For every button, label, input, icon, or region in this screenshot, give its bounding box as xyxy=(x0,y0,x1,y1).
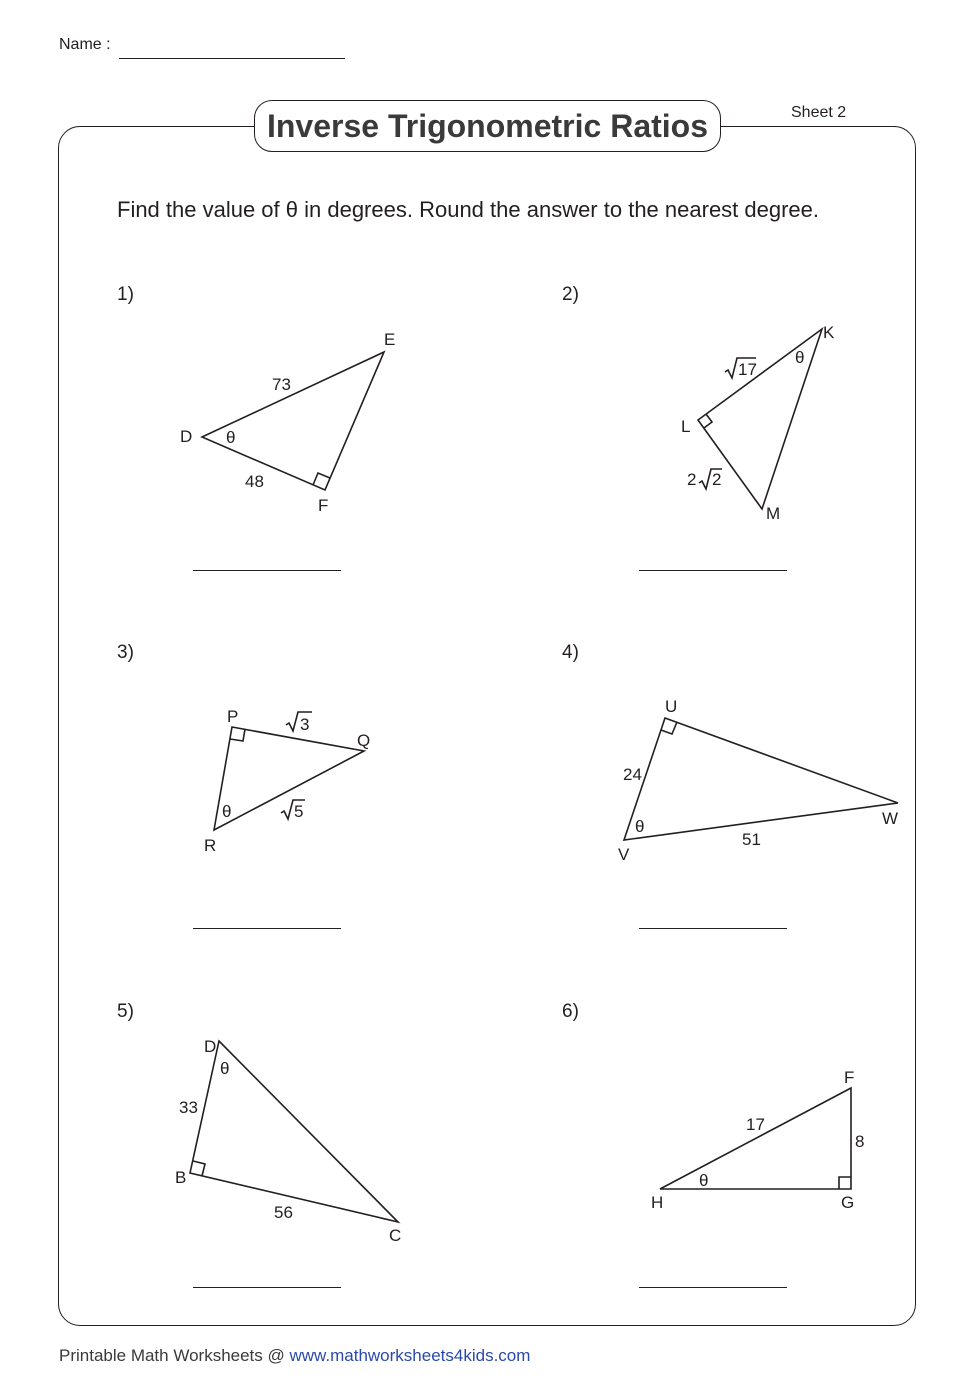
vertex-label: R xyxy=(204,836,217,855)
problem-1-number: 1) xyxy=(117,284,134,305)
side-label: 24 xyxy=(623,765,642,784)
triangle-6 xyxy=(660,1088,851,1189)
angle-theta-label: θ xyxy=(795,348,805,367)
side-label: 73 xyxy=(272,375,291,394)
vertex-label: P xyxy=(227,707,239,726)
vertex-label: D xyxy=(180,427,193,446)
vertex-label: L xyxy=(681,417,691,436)
angle-theta-label: θ xyxy=(226,428,236,447)
right-angle-mark-3 xyxy=(230,729,245,741)
side-label: 51 xyxy=(742,830,761,849)
vertex-label: D xyxy=(204,1037,217,1056)
footer-text: Printable Math Worksheets @ xyxy=(59,1346,285,1365)
footer-url-link[interactable]: www.mathworksheets4kids.com xyxy=(289,1346,531,1365)
triangle-1 xyxy=(202,352,384,490)
vertex-label: W xyxy=(882,809,899,828)
vertex-label: G xyxy=(841,1193,855,1212)
side-label: 17 xyxy=(746,1115,765,1134)
vertex-label: E xyxy=(384,330,396,349)
worksheet-title: Inverse Trigonometric Ratios xyxy=(254,100,721,152)
problem-5-number: 5) xyxy=(117,1001,134,1022)
side-label: 8 xyxy=(855,1132,865,1151)
problem-4-number: 4) xyxy=(562,642,579,663)
right-angle-mark-6 xyxy=(839,1177,851,1189)
problem-3-number: 3) xyxy=(117,642,134,663)
right-angle-mark-2 xyxy=(704,414,712,428)
vertex-label: B xyxy=(175,1168,187,1187)
triangle-4 xyxy=(624,718,898,840)
vertex-label: K xyxy=(823,323,835,342)
vertex-label: F xyxy=(318,496,329,515)
angle-theta-label: θ xyxy=(222,802,232,821)
vertex-label: Q xyxy=(357,731,371,750)
vertex-label: C xyxy=(389,1226,402,1245)
side-label: 33 xyxy=(179,1098,198,1117)
side-label: 17 xyxy=(738,360,757,379)
vertex-label: F xyxy=(844,1068,855,1087)
vertex-label: V xyxy=(618,845,630,864)
sheet-label: Sheet 2 xyxy=(791,104,847,121)
vertex-label: U xyxy=(665,697,678,716)
angle-theta-label: θ xyxy=(635,817,645,836)
side-label: 2 xyxy=(712,470,722,489)
side-label: 2 xyxy=(687,470,697,489)
problem-2-number: 2) xyxy=(562,284,579,305)
angle-theta-label: θ xyxy=(220,1059,230,1078)
vertex-label: H xyxy=(651,1193,664,1212)
angle-theta-label: θ xyxy=(699,1171,709,1190)
name-label: Name : xyxy=(59,36,111,53)
vertex-label: M xyxy=(766,504,781,523)
side-label: 48 xyxy=(245,472,264,491)
side-label: 5 xyxy=(294,802,304,821)
footer xyxy=(59,1346,530,1366)
problem-6-number: 6) xyxy=(562,1001,579,1022)
instruction-text: Find the value of θ in degrees. Round the answer to the nearest degree. xyxy=(117,197,820,222)
side-label: 3 xyxy=(300,715,310,734)
side-label: 56 xyxy=(274,1203,293,1222)
